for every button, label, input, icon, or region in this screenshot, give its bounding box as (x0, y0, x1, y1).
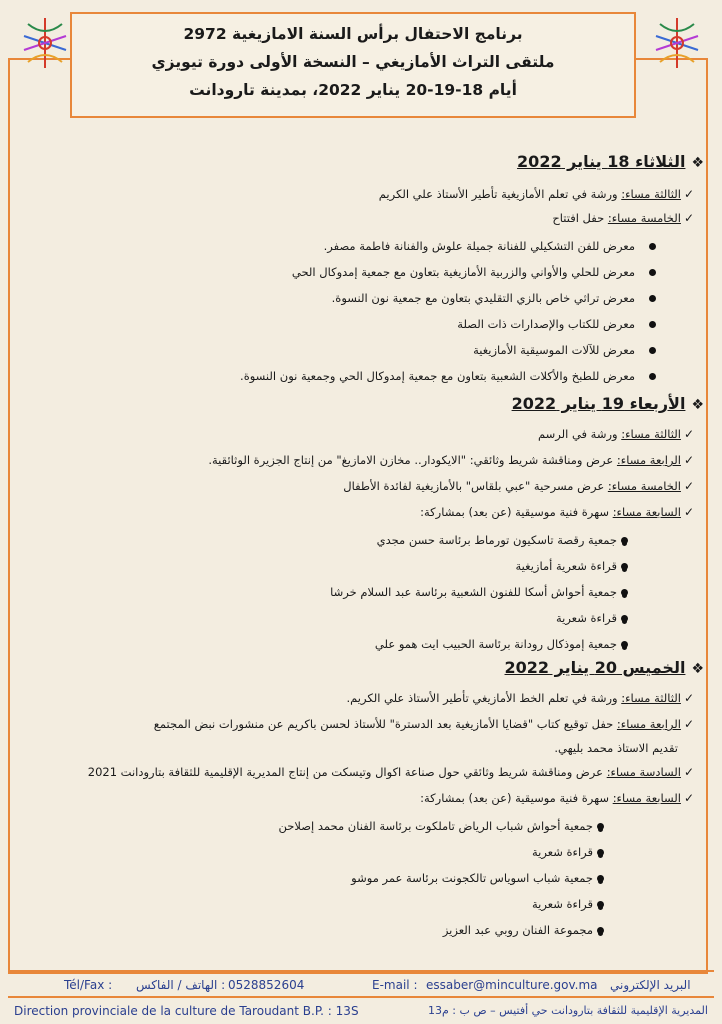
dot-bullet-icon (621, 537, 628, 544)
amazigh-emblem-icon (652, 14, 702, 72)
schedule-item: ✓الرابعة مساء: عرض ومناقشة شريط وثائقي: "الايكودار.. مخازن الامازيغ" من إنتاج الجزيرة الوثائقية. (208, 453, 694, 467)
list-item: معرض للفن التشكيلي للفنانة جميلة علوش والفنانة فاطمة مصفر. (324, 238, 656, 254)
list-item: قراءة شعرية (532, 844, 604, 860)
list-item: معرض للآلات الموسيقية الأمازيغية (473, 342, 656, 358)
diamond-bullet-icon: ❖ (691, 661, 704, 677)
list-item: قراءة شعرية (556, 610, 628, 626)
schedule-item: ✓الخامسة مساء: حفل افتتاح (552, 211, 694, 225)
phone-number: 0528852604 (228, 978, 305, 992)
list-item: قراءة شعرية (532, 896, 604, 912)
title-box (70, 12, 636, 118)
schedule-item: ✓السادسة مساء: عرض ومناقشة شريط وثائقي حول صناعة اكوال وتيسكت من إنتاج المديرية الإقليمية للثقافة بتارودانت 2021 (87, 765, 694, 779)
dot-bullet-icon (597, 823, 604, 830)
event-subtitle: ملتقى التراث الأمازيغي – النسخة الأولى دورة تيويزي (151, 53, 555, 71)
checkmark-icon: ✓ (683, 691, 694, 705)
event-dates: أيام 18-19-20 يناير 2022، بمدينة تارودانت (189, 81, 517, 99)
checkmark-icon: ✓ (683, 427, 694, 441)
schedule-item: ✓السابعة مساء: سهرة فنية موسيقية (عن بعد) بمشاركة: (420, 505, 694, 519)
address-ar: المديرية الإقليمية للثقافة بتارودانت حي أفتيس – ص ب : م13 (428, 1004, 708, 1017)
list-item: مجموعة الفنان روبي عبد العزيز (443, 922, 604, 938)
tel-label: Tél/Fax : (64, 978, 113, 992)
amazigh-emblem-icon (20, 14, 70, 72)
checkmark-icon: ✓ (683, 479, 694, 493)
dot-bullet-icon (649, 373, 656, 380)
email-address[interactable]: essaber@minculture.gov.ma (426, 978, 598, 992)
dot-bullet-icon (649, 347, 656, 354)
list-item: جمعية أحواش أسكا للفنون الشعبية برئاسة عبد السلام خرشا (330, 584, 628, 600)
dot-bullet-icon (597, 849, 604, 856)
dot-bullet-icon (597, 875, 604, 882)
tel-label-ar: الهاتف / الفاكس : (136, 978, 226, 992)
diamond-bullet-icon: ❖ (691, 155, 704, 171)
dot-bullet-icon (621, 589, 628, 596)
checkmark-icon: ✓ (683, 187, 694, 201)
dot-bullet-icon (649, 321, 656, 328)
dot-bullet-icon (649, 295, 656, 302)
footer-address (10, 1004, 710, 1020)
day-heading: ❖الخميس 20 يناير 2022 (504, 658, 704, 677)
checkmark-icon: ✓ (683, 791, 694, 805)
footer-divider (8, 970, 714, 972)
list-item: معرض للكتاب والإصدارات ذات الصلة (457, 316, 656, 332)
email-label-ar: البريد الإلكتروني (610, 978, 691, 992)
schedule-item: ✓السابعة مساء: سهرة فنية موسيقية (عن بعد) بمشاركة: (420, 791, 694, 805)
day-heading: ❖الثلاثاء 18 يناير 2022 (517, 152, 704, 171)
schedule-item: ✓الرابعة مساء: حفل توقيع كتاب "قضايا الأمازيغية بعد الدسترة" للأستاذ لحسن باكريم عن منشورات نبض المجتمع (153, 717, 694, 731)
list-item: جمعية أحواش شباب الرياض تاملكوت برئاسة الفنان محمد إصلاحن (279, 818, 604, 834)
list-item: قراءة شعرية أمازيغية (516, 558, 628, 574)
dot-bullet-icon (621, 641, 628, 648)
footer-contact (10, 978, 710, 994)
program-title: برنامج الاحتفال برأس السنة الامازيغية 2972 (183, 25, 523, 43)
dot-bullet-icon (649, 269, 656, 276)
checkmark-icon: ✓ (683, 505, 694, 519)
day-heading: ❖الأربعاء 19 يناير 2022 (511, 394, 704, 413)
schedule-item: ✓الثالثة مساء: ورشة في الرسم (537, 427, 694, 441)
diamond-bullet-icon: ❖ (691, 397, 704, 413)
email-label: E-mail : (372, 978, 418, 992)
schedule-item-continued: تقديم الاستاذ محمد بليهي. (554, 741, 678, 755)
list-item: معرض للطبخ والأكلات الشعبية بتعاون مع جمعية إمدوكال الحي وجمعية نون النسوة. (240, 368, 656, 384)
schedule-item: ✓الثالثة مساء: ورشة في تعلم الأمازيغية تأطير الأستاذ علي الكريم (378, 187, 694, 201)
dot-bullet-icon (621, 563, 628, 570)
checkmark-icon: ✓ (683, 211, 694, 225)
schedule-item: ✓الثالثة مساء: ورشة في تعلم الخط الأمازيغي تأطير الأستاذ علي الكريم. (346, 691, 694, 705)
schedule-item: ✓الخامسة مساء: عرض مسرحية "عبي بلقاس" بالأمازيغية لفائدة الأطفال (343, 479, 694, 493)
list-item: معرض للحلي والأواني والزربية الأمازيغية بتعاون مع جمعية إمدوكال الحي (292, 264, 656, 280)
list-item: جمعية شباب اسوياس تالكجونت برئاسة عمر موشو (351, 870, 604, 886)
list-item: معرض تراثي خاص بالزي التقليدي بتعاون مع جمعية نون النسوة. (332, 290, 656, 306)
footer-divider (8, 996, 714, 998)
list-item: جمعية إموذكال رودانة برئاسة الحبيب ايت همو علي (375, 636, 628, 652)
address-fr: Direction provinciale de la culture de Taroudant B.P. : 13S (14, 1004, 359, 1018)
list-item: جمعية رقصة تاسكيون تورماط برئاسة حسن مجدي (377, 532, 628, 548)
checkmark-icon: ✓ (683, 453, 694, 467)
checkmark-icon: ✓ (683, 765, 694, 779)
checkmark-icon: ✓ (683, 717, 694, 731)
dot-bullet-icon (597, 901, 604, 908)
dot-bullet-icon (621, 615, 628, 622)
dot-bullet-icon (597, 927, 604, 934)
dot-bullet-icon (649, 243, 656, 250)
